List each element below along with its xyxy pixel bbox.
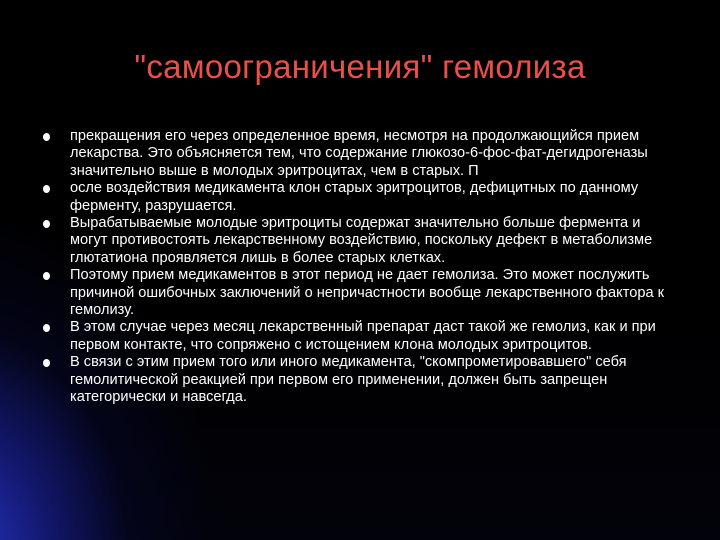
bullet-dot-icon xyxy=(43,185,50,193)
bullet-dot-icon xyxy=(43,220,50,228)
bullet-item xyxy=(40,354,680,406)
bullet-dot-icon xyxy=(43,133,50,141)
bullet-text: прекращения его через определенное время, несмотря на продолжающийся прием лекарства. Это объясняется тем, что содержание глюкозо-6-фос-фат-дегидрогеназы значительно выше в молодых эритроцитах, чем в старых. П xyxy=(70,128,648,179)
slide-title: "самоограничения" гемолиза xyxy=(134,48,586,85)
bullet-text: В этом случае через месяц лекарственный препарат даст такой же гемолиз, как и при первом контакте, что сопряжено с истощением клона молодых эритроцитов. xyxy=(70,319,656,353)
bullet-text: Вырабатываемые молодые эритроциты содержат значительно больше фермента и могут противостоять лекарственному воздействию, поскольку дефект в метаболизме глютатиона проявляется лишь в более старых клетках. xyxy=(70,215,653,266)
bullet-item xyxy=(40,267,680,319)
bullet-text: Поэтому прием медикаментов в этот период не дает гемолиза. Это может послужить причиной ошибочных заключений о непричастности вообще лекарственного фактора к гемолизу. xyxy=(70,267,664,319)
bullet-item xyxy=(40,319,680,354)
bullet-text: В связи с этим прием того или иного медикамента, "скомпрометировавшего" себя гемолитической реакцией при первом его применении, должен быть запрещен категорически и навсегда. xyxy=(70,354,627,406)
bullet-text: осле воздействия медикамента клон старых эритроцитов, дефицитных по данному ферменту, разрушается. xyxy=(70,180,639,214)
bullet-dot-icon xyxy=(43,359,50,367)
bullet-dot-icon xyxy=(43,272,50,280)
bullet-list xyxy=(40,128,680,407)
bullet-item xyxy=(40,180,680,215)
bullet-dot-icon xyxy=(43,324,50,332)
bullet-item xyxy=(40,215,680,267)
bullet-item xyxy=(40,128,680,180)
